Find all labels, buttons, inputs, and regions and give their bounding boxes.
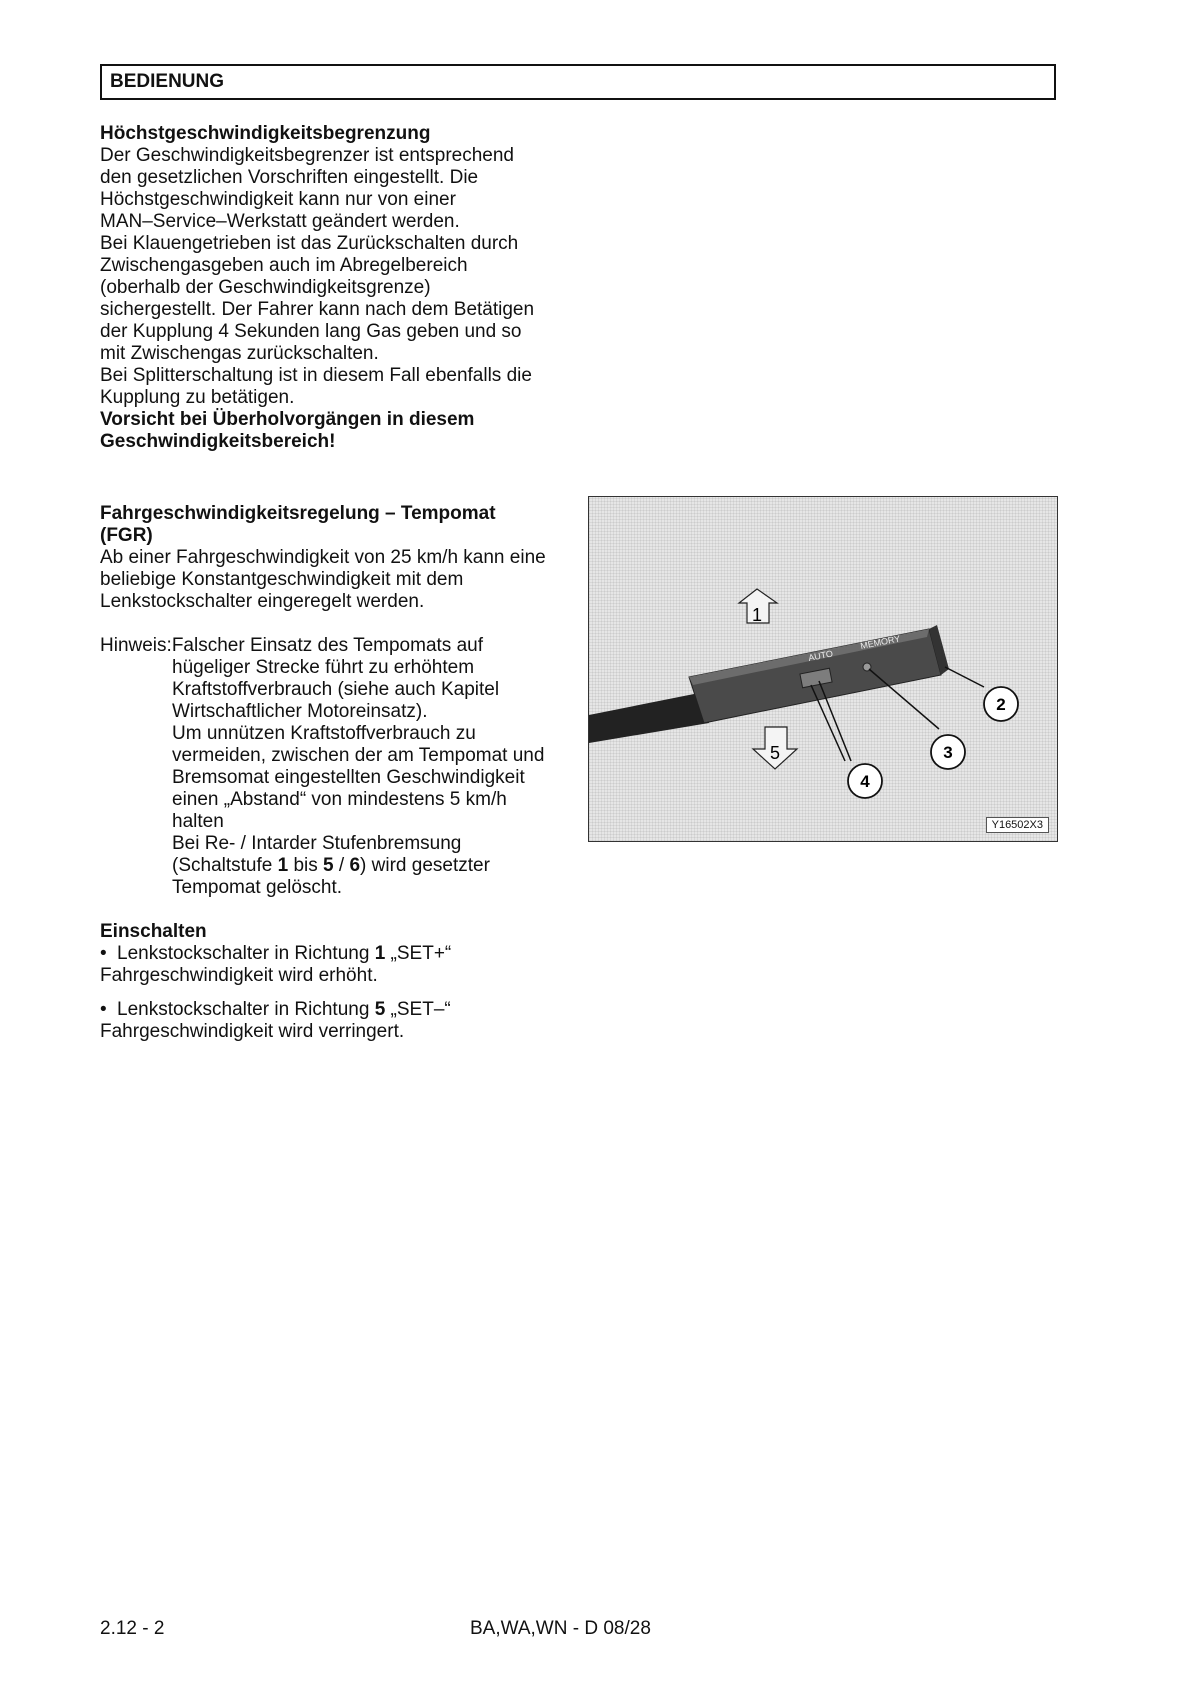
figure-code: Y16502X3 [986,817,1049,833]
bullet-item [100,999,580,1043]
text-line: Lenkstockschalter eingeregelt werden. [100,591,425,612]
bullet-text: Lenkstockschalter in Richtung [117,999,375,1020]
arrow-down-label: 5 [770,743,781,763]
switch-illustration [589,497,1058,842]
memory-label: MEMORY [859,633,901,651]
switch-on-heading: Einschalten [100,921,207,942]
hint-label: Hinweis: [100,635,172,656]
callout-2: 2 [996,695,1006,714]
hint-line: hügeliger Strecke führt zu erhöhtem [172,657,475,678]
hint-stage-line [172,855,590,877]
text-line: beliebige Konstantgeschwindigkeit mit dem [100,569,464,590]
hint-line: einen „Abstand“ von mindestens 5 km/h [172,789,507,810]
bullet-line2: Fahrgeschwindigkeit wird erhöht. [100,965,378,986]
stalk-rod [589,693,709,743]
stage-number: 6 [349,855,361,876]
speed-limiter-heading: Höchstgeschwindigkeitsbegrenzung [100,123,431,144]
switch-on-section [100,921,580,1043]
hint-first-text: Falscher Einsatz des Tempomats auf [171,635,483,656]
stage-text: (Schaltstufe [172,855,278,876]
text-line: Ab einer Fahrgeschwindigkeit von 25 km/h kann eine [100,547,546,568]
stage-number: 5 [323,855,334,876]
hint-line: vermeiden, zwischen der am Tempomat und [172,745,545,766]
text-line: Höchstgeschwindigkeit kann nur von einer [100,189,456,210]
arrow-up-label: 1 [752,605,763,625]
bullet-item [100,943,580,987]
bullet-line2: Fahrgeschwindigkeit wird verringert. [100,1021,405,1042]
cruise-control-section [100,503,590,899]
speed-limiter-section [100,123,580,453]
callout-3: 3 [943,743,953,762]
stage-text: / [333,855,350,876]
stage-text: ) wird gesetzter [360,855,490,876]
text-line: Bei Klauengetrieben ist das Zurückschalten durch [100,233,519,254]
text-line: (oberhalb der Geschwindigkeitsgrenze) [100,277,431,298]
warning-line: Vorsicht bei Überholvorgängen in diesem [100,409,475,430]
bullet-text: „SET+“ [385,943,452,964]
bullet-dot: • [100,999,107,1020]
hint-line: Bei Re- / Intarder Stufenbremsung [172,833,462,854]
page-number: 2.12 - 2 [100,1618,165,1639]
stage-text: bis [288,855,324,876]
hint-line: Bremsomat eingestellten Geschwindigkeit [172,767,525,788]
bullet-number: 1 [374,943,386,964]
text-line: der Kupplung 4 Sekunden lang Gas geben und so [100,321,522,342]
auto-label: AUTO [807,648,834,663]
text-line: sichergestellt. Der Fahrer kann nach dem Betätigen [100,299,535,320]
section-header: BEDIENUNG [100,64,1056,100]
overtaking-warning [100,409,580,453]
steering-column-switch-figure [588,496,1058,842]
cruise-control-text [100,547,590,613]
speed-limiter-text [100,145,580,409]
bullet-dot: • [100,943,107,964]
callout-line-2 [945,667,984,687]
text-line: Der Geschwindigkeitsbegrenzer ist entsprechend [100,145,514,166]
hint-note [100,635,590,899]
text-line: mit Zwischengas zurückschalten. [100,343,379,364]
hint-body [100,657,590,899]
hint-line: Um unnützen Kraftstoffverbrauch zu [172,723,476,744]
callout-4: 4 [860,772,870,791]
hint-line: halten [172,811,224,832]
text-line: Bei Splitterschaltung ist in diesem Fall ebenfalls die [100,365,532,386]
cruise-control-heading [100,503,590,547]
text-line: MAN–Service–Werkstatt geändert werden. [100,211,460,232]
bullet-text: „SET–“ [385,999,451,1020]
stage-number: 1 [277,855,289,876]
hint-line: Tempomat gelöscht. [172,877,343,898]
warning-line: Geschwindigkeitsbereich! [100,431,336,452]
document-code: BA,WA,WN - D 08/28 [470,1618,651,1639]
bullet-text: Lenkstockschalter in Richtung [117,943,375,964]
heading-line: (FGR) [100,525,153,546]
bullet-number: 5 [374,999,386,1020]
hint-first-line [100,635,590,657]
text-line: Zwischengasgeben auch im Abregelbereich [100,255,468,276]
heading-line: Fahrgeschwindigkeitsregelung – Tempomat [100,503,496,524]
text-line: Kupplung zu betätigen. [100,387,295,408]
hint-line: Wirtschaftlicher Motoreinsatz). [172,701,428,722]
hint-line: Kraftstoffverbrauch (siehe auch Kapitel [172,679,500,700]
text-line: den gesetzlichen Vorschriften eingestellt. Die [100,167,479,188]
